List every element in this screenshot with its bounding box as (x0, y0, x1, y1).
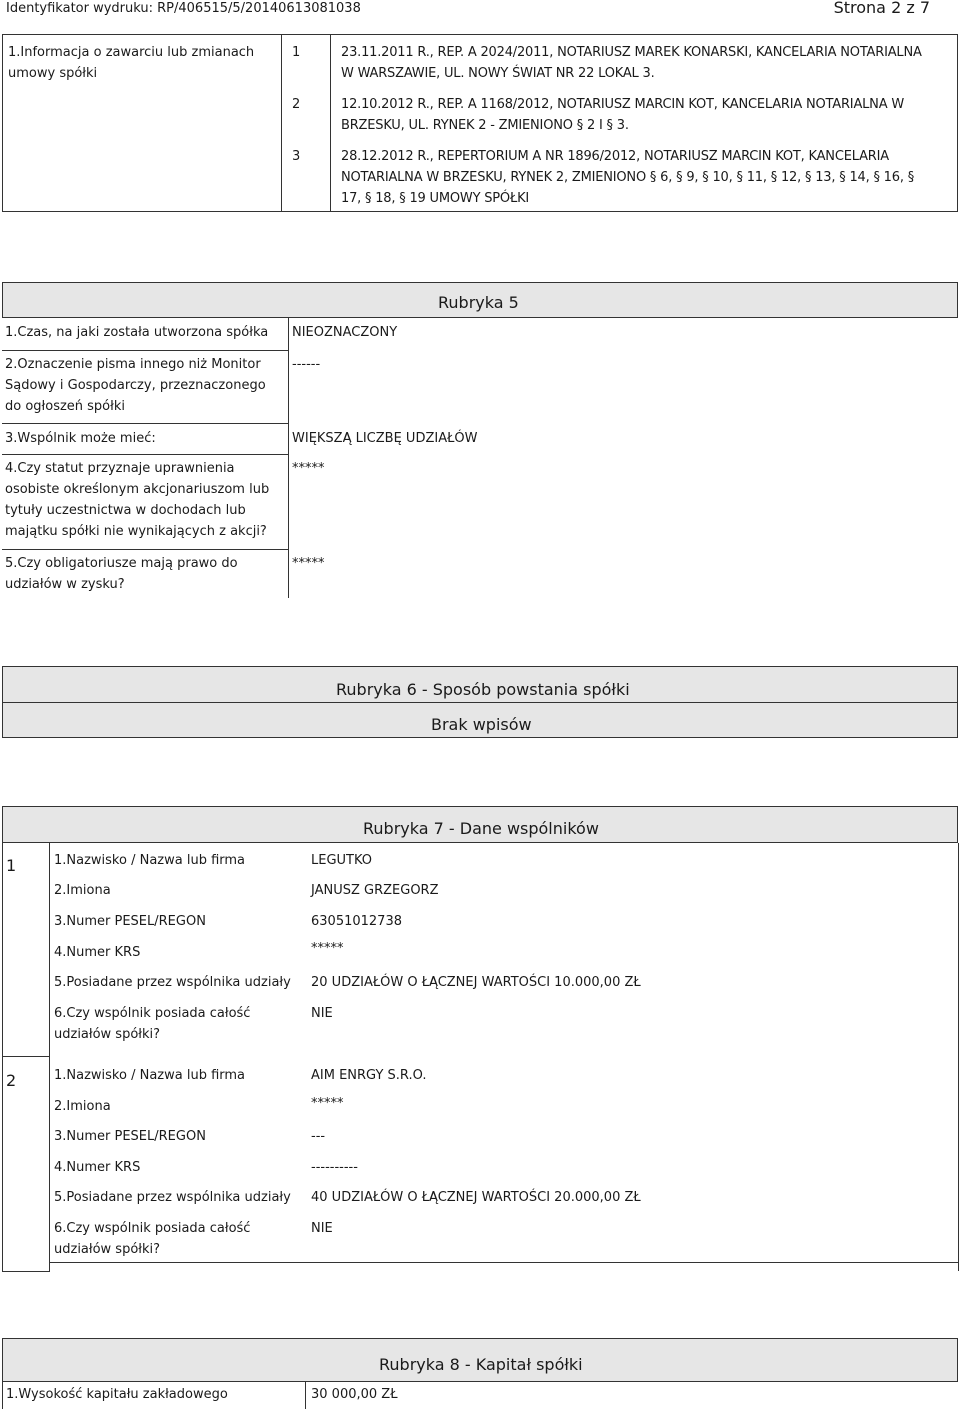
rubryka5-label: 1.Czas, na jaki została utworzona spółka (5, 325, 269, 340)
rubryka5-label: 2.Oznaczenie pisma innego niż Monitor Sądowy i Gospodarczy, przeznaczonego do ogłoszeń spółki (5, 357, 266, 414)
rubryka7-title: Rubryka 7 - Dane wspólników (363, 819, 599, 838)
rubryka8-value: 30 000,00 ZŁ (311, 1387, 398, 1402)
page-number: Strona 2 z 7 (833, 0, 930, 17)
rubryka8-header (2, 1338, 958, 1382)
rubryka5-value: NIEOZNACZONY (292, 325, 398, 340)
rubryka5-title: Rubryka 5 (438, 293, 519, 312)
partner-value: LEGUTKO (311, 853, 373, 868)
partner-value: ---------- (311, 1160, 358, 1175)
rubryka5-label: 5.Czy obligatoriusze mają prawo do udziałów w zysku? (5, 556, 238, 592)
entry-line: 12.10.2012 R., REP. A 1168/2012, NOTARIUSZ MARCIN KOT, KANCELARIA NOTARIALNA W (341, 97, 904, 112)
rubryka8-title: Rubryka 8 - Kapitał spółki (379, 1355, 583, 1374)
partner-label: 3.Numer PESEL/REGON (54, 1129, 206, 1144)
entry-line: NOTARIALNA W BRZESKU, RYNEK 2, ZMIENIONO § 6, § 9, § 10, § 11, § 12, § 13, § 14, § 16, § (341, 170, 914, 185)
partner-label: 6.Czy wspólnik posiada całość udziałów spółki? (54, 1221, 251, 1257)
rubryka5-value: WIĘKSZĄ LICZBĘ UDZIAŁÓW (292, 431, 478, 446)
rubryka7-header (2, 806, 958, 843)
partner-label: 5.Posiadane przez wspólnika udziały (54, 1190, 291, 1205)
partner-value: NIE (311, 1006, 333, 1021)
partner-label: 1.Nazwisko / Nazwa lub firma (54, 853, 246, 868)
partner-value: ***** (311, 1096, 344, 1111)
partner-number: 1 (6, 856, 17, 875)
rubryka5-header (2, 282, 958, 318)
rubryka6-title: Rubryka 6 - Sposób powstania spółki (336, 680, 630, 699)
partner-value: JANUSZ GRZEGORZ (311, 883, 439, 898)
partner-value: AIM ENRGY S.R.O. (311, 1068, 427, 1083)
rubryka5-value: ------ (292, 357, 321, 372)
entry-line: W WARSZAWIE, UL. NOWY ŚWIAT NR 22 LOKAL 3. (341, 66, 655, 81)
partner-value: 40 UDZIAŁÓW O ŁĄCZNEJ WARTOŚCI 20.000,00 ZŁ (311, 1190, 641, 1205)
rubryka5-label: 4.Czy statut przyznaje uprawnienia osobiste określonym akcjonariuszom lub tytuły uczestnictwa w dochodach lub majątku spółki nie wynikających z akcji? (5, 461, 270, 539)
partner-value: --- (311, 1129, 326, 1144)
entry-line: 28.12.2012 R., REPERTORIUM A NR 1896/2012, NOTARIUSZ MARCIN KOT, KANCELARIA (341, 149, 889, 164)
contract-info-label: 1.Informacja o zawarciu lub zmianach umowy spółki (8, 45, 255, 81)
partner-label: 4.Numer KRS (54, 945, 141, 960)
rubryka8-label: 1.Wysokość kapitału zakładowego (6, 1387, 228, 1402)
partner-label: 2.Imiona (54, 1099, 111, 1114)
partner-label: 3.Numer PESEL/REGON (54, 914, 206, 929)
partner-label: 6.Czy wspólnik posiada całość udziałów spółki? (54, 1006, 251, 1042)
partner-label: 1.Nazwisko / Nazwa lub firma (54, 1068, 246, 1083)
partner-number: 2 (6, 1071, 17, 1090)
partner-label: 4.Numer KRS (54, 1160, 141, 1175)
partner-value: 20 UDZIAŁÓW O ŁĄCZNEJ WARTOŚCI 10.000,00 ZŁ (311, 975, 641, 990)
partner-label: 5.Posiadane przez wspólnika udziały (54, 975, 291, 990)
partner-value: 63051012738 (311, 914, 402, 929)
entry-line: 23.11.2011 R., REP. A 2024/2011, NOTARIUSZ MAREK KONARSKI, KANCELARIA NOTARIALNA (341, 45, 922, 60)
partner-label: 2.Imiona (54, 883, 111, 898)
rubryka5-value: ***** (292, 556, 325, 571)
partner-value: NIE (311, 1221, 333, 1236)
entry-line: BRZESKU, UL. RYNEK 2 - ZMIENIONO § 2 I § 3. (341, 118, 629, 133)
entry-number: 1 (292, 45, 301, 60)
entry-line: 17, § 18, § 19 UMOWY SPÓŁKI (341, 191, 530, 206)
partner-value: ***** (311, 941, 344, 956)
rubryka5-label: 3.Wspólnik może mieć: (5, 431, 156, 446)
print-identifier: Identyfikator wydruku: RP/406515/5/20140613081038 (6, 1, 361, 16)
rubryka6-empty: Brak wpisów (431, 715, 532, 734)
entry-number: 3 (292, 149, 301, 164)
rubryka5-value: ***** (292, 461, 325, 476)
entry-number: 2 (292, 97, 301, 112)
